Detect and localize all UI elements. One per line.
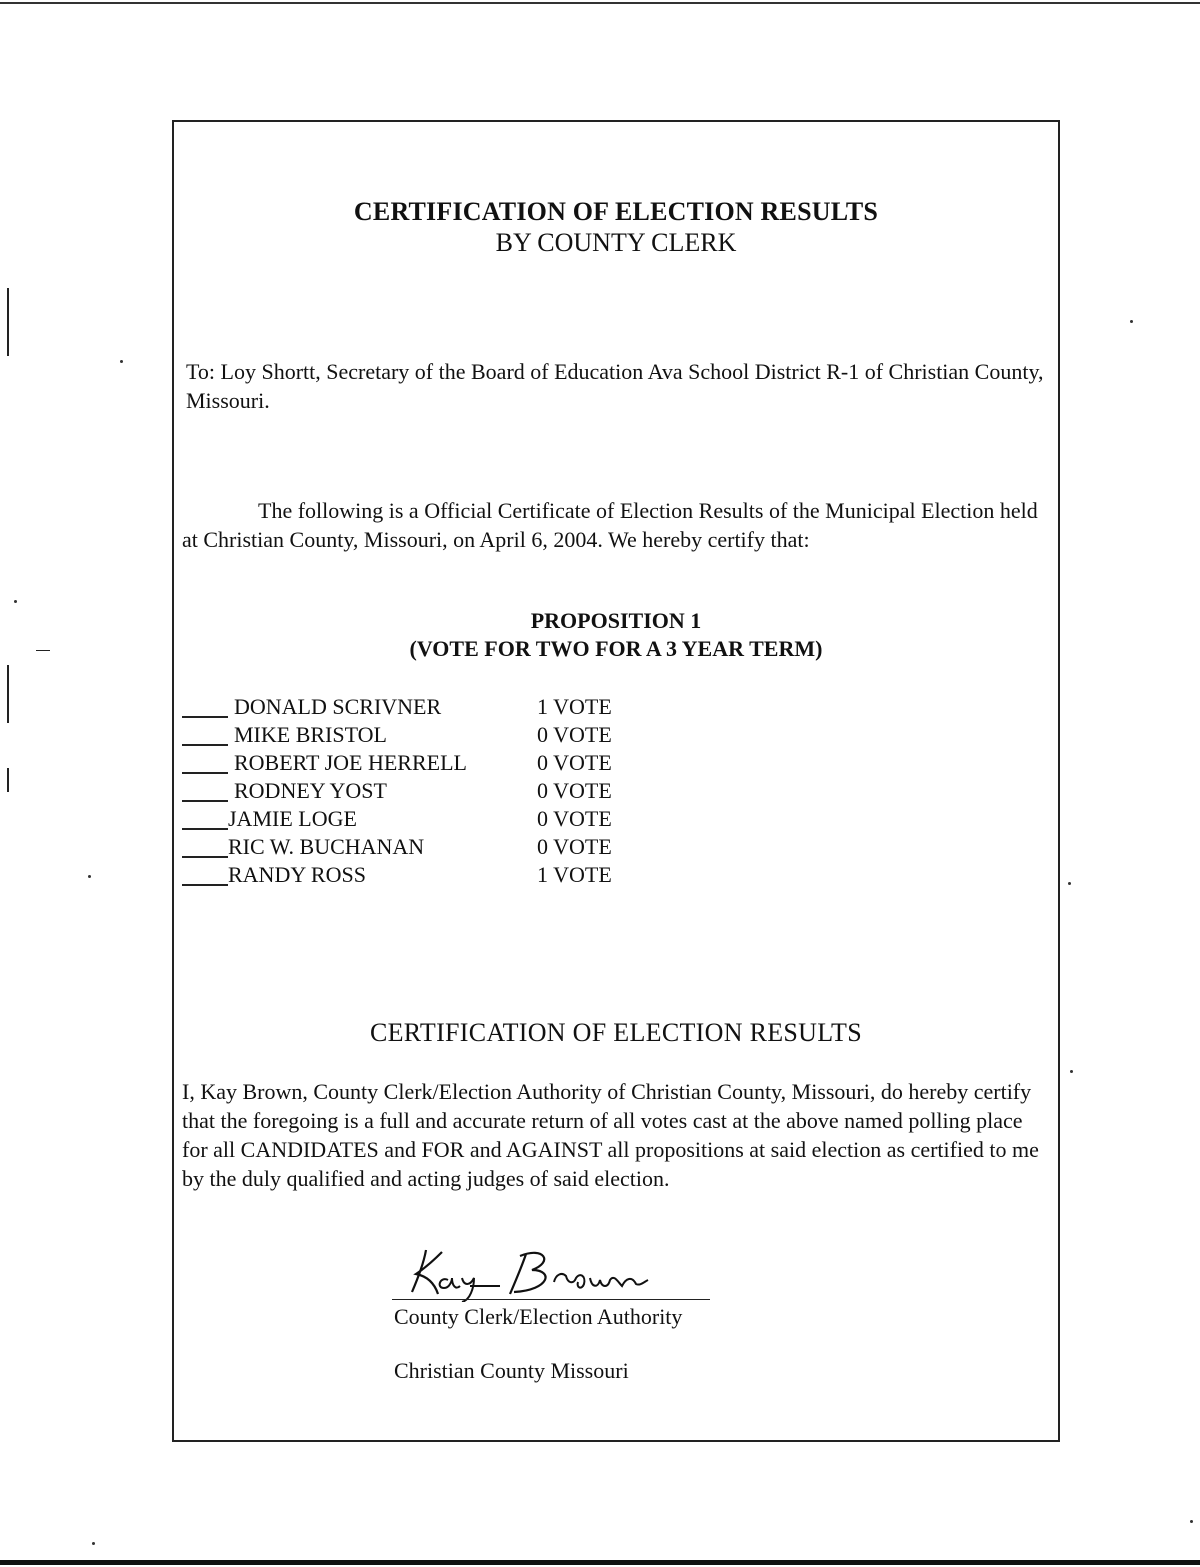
vote-blank [182,744,228,746]
candidate-votes: 0 VOTE [537,778,612,803]
addressee-line: To: Loy Shortt, Secretary of the Board of Education Ava School District R-1 of Christian County, Missouri. [186,359,1044,413]
intro-paragraph [182,496,1048,554]
certification-text: I, Kay Brown, County Clerk/Election Authority of Christian County, Missouri, do hereby certify that the foregoing is a full and accurate return of all votes cast at the above named polling place for all CANDIDATES and FOR and AGAINST all propositions at said election as certified to me by the duly qualified and acting judges of said election. [182,1079,1039,1191]
intro-text: The following is a Official Certificate of Election Results of the Municipal Election held at Christian County, Missouri, on April 6, 2004. We hereby certify that: [182,498,1038,552]
margin-mark [7,288,9,356]
certification-heading: CERTIFICATION OF ELECTION RESULTS [369,1018,862,1047]
handwritten-signature [404,1242,694,1302]
scan-edge-bottom [0,1560,1200,1565]
vote-blank [182,772,228,774]
document-title: CERTIFICATION OF ELECTION RESULTS [353,197,879,226]
scan-speck [88,875,91,878]
scan-speck [1068,882,1071,885]
vote-blank [182,828,228,830]
signer-title: County Clerk/Election Authority [394,1304,683,1329]
candidate-name: DONALD SCRIVNER [234,694,442,719]
candidate-name: JAMIE LOGE [228,806,357,831]
candidate-name: RIC W. BUCHANAN [228,834,425,859]
candidate-votes: 0 VOTE [537,834,612,859]
candidate-votes: 0 VOTE [537,806,612,831]
margin-mark [7,665,9,723]
candidate-name: ROBERT JOE HERRELL [234,750,467,775]
vote-blank [182,716,228,718]
candidate-votes: 1 VOTE [537,694,612,719]
candidate-name: RODNEY YOST [234,778,387,803]
proposition-title: PROPOSITION 1 [530,608,702,633]
proposition-subtitle: (VOTE FOR TWO FOR A 3 YEAR TERM) [409,636,823,661]
scan-edge-top [0,2,1200,4]
vote-blank [182,856,228,858]
scan-speck [1070,1070,1073,1073]
vote-blank [182,884,228,886]
candidate-name: MIKE BRISTOL [234,722,387,747]
signer-county: Christian County Missouri [394,1358,629,1383]
candidate-votes: 0 VOTE [537,750,612,775]
candidate-votes: 1 VOTE [537,862,612,887]
candidate-name: RANDY ROSS [228,862,366,887]
signature-line [392,1299,710,1300]
certificate-frame [172,120,1060,1442]
scan-speck [1130,320,1133,323]
scan-speck [92,1542,95,1545]
margin-mark [7,768,9,792]
document-subtitle: BY COUNTY CLERK [495,228,737,257]
vote-blank [182,800,228,802]
scan-speck [120,360,123,363]
scan-speck [1190,1520,1193,1523]
candidate-votes: 0 VOTE [537,722,612,747]
margin-mark [36,650,50,651]
scan-speck [14,600,17,603]
